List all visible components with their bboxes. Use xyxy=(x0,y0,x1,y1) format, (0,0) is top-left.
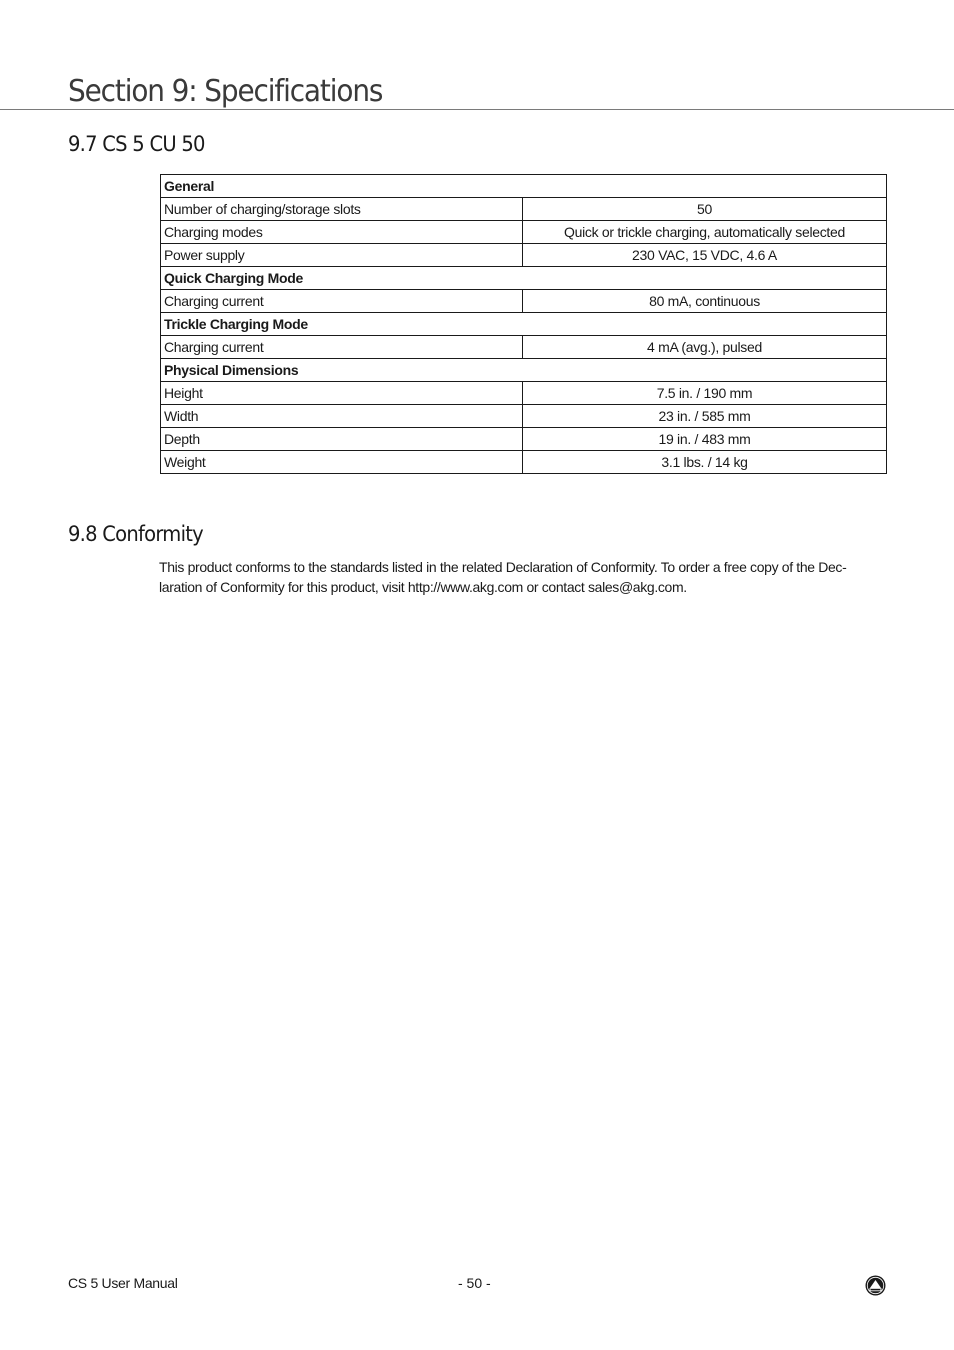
table-cell-value: 50 xyxy=(523,198,887,221)
table-cell-label: Weight xyxy=(161,451,523,474)
table-row xyxy=(161,221,887,244)
conformity-text-line: laration of Conformity for this product, visit http://www.akg.com or contact sales@akg.com. xyxy=(159,579,687,595)
footer-page-number: - 50 - xyxy=(458,1275,491,1291)
table-cell-label: Charging current xyxy=(161,336,523,359)
table-group-row xyxy=(161,313,887,336)
conformity-paragraph xyxy=(159,557,887,597)
akg-logo-icon xyxy=(865,1275,886,1296)
table-cell-label: Depth xyxy=(161,428,523,451)
table-cell-value: 230 VAC, 15 VDC, 4.6 A xyxy=(523,244,887,267)
table-cell-value: Quick or trickle charging, automatically selected xyxy=(523,221,887,244)
table-row xyxy=(161,405,887,428)
table-cell-value: 23 in. / 585 mm xyxy=(523,405,887,428)
table-cell-value: 4 mA (avg.), pulsed xyxy=(523,336,887,359)
table-cell-label: Width xyxy=(161,405,523,428)
table-row xyxy=(161,198,887,221)
table-row xyxy=(161,336,887,359)
footer-manual-title: CS 5 User Manual xyxy=(68,1275,178,1291)
table-group-row xyxy=(161,175,887,198)
table-cell-label: Height xyxy=(161,382,523,405)
table-cell-value: 80 mA, continuous xyxy=(523,290,887,313)
table-group-label: Quick Charging Mode xyxy=(161,267,887,290)
specifications-table-body xyxy=(161,175,887,474)
table-cell-label: Number of charging/storage slots xyxy=(161,198,523,221)
section-heading-9-7: 9.7 CS 5 CU 50 xyxy=(68,132,205,156)
table-row xyxy=(161,382,887,405)
table-cell-label: Charging current xyxy=(161,290,523,313)
table-row xyxy=(161,244,887,267)
section-heading-9-8: 9.8 Conformity xyxy=(68,522,203,546)
table-group-label: General xyxy=(161,175,887,198)
table-cell-label: Power supply xyxy=(161,244,523,267)
table-group-row xyxy=(161,359,887,382)
table-row xyxy=(161,428,887,451)
table-group-row xyxy=(161,267,887,290)
table-group-label: Trickle Charging Mode xyxy=(161,313,887,336)
table-cell-value: 7.5 in. / 190 mm xyxy=(523,382,887,405)
table-cell-value: 3.1 lbs. / 14 kg xyxy=(523,451,887,474)
table-group-label: Physical Dimensions xyxy=(161,359,887,382)
page-title: Section 9: Specifications xyxy=(68,74,383,109)
title-divider xyxy=(0,109,954,110)
table-row xyxy=(161,290,887,313)
specifications-table xyxy=(160,174,887,474)
table-row xyxy=(161,451,887,474)
table-cell-label: Charging modes xyxy=(161,221,523,244)
table-cell-value: 19 in. / 483 mm xyxy=(523,428,887,451)
conformity-text-line: This product conforms to the standards listed in the related Declaration of Conformity. To order a free copy of the Dec- xyxy=(159,559,847,575)
